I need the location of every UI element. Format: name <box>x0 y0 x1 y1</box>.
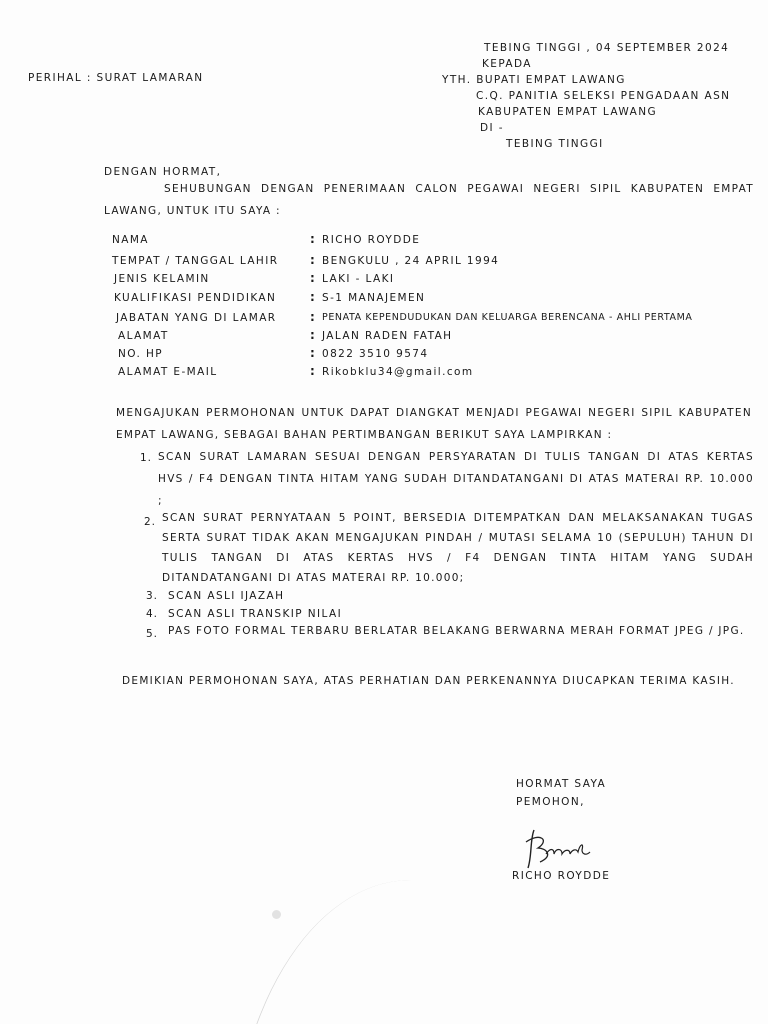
attachment-item: SCAN SURAT PERNYATAAN 5 POINT, BERSEDIA DITEMPATKAN DAN MELAKSANAKAN TUGAS SERTA SURAT TIDAK AKAN MENGAJUKAN PINDAH / MUTASI SELAMA 10 (SEPULUH) TAHUN DI TULIS TANGAN DI ATAS KERTAS HVS / F4 DENGAN TINTA HITAM YANG SUDAH DITANDATANGANI DI ATAS MATERAI RP. 10.000; <box>162 512 754 584</box>
letter-page: TEBING TINGGI , 04 SEPTEMBER 2024 KEPADA PERIHAL : SURAT LAMARAN YTH. BUPATI EMPAT LAWANG C.Q. PANITIA SELEKSI PENGADAAN ASN KABUPATEN EMPAT LAWANG DI - TEBING TINGGI DENGAN HORMAT, SEHUBUNGAN DENGAN PENERIMAAN CALON PEGAWAI NEGERI SIPIL KABUPATEN EMPAT LAWANG, UNTUK ITU SAYA : NAMA : RICHO ROYDDE TEMPAT / TANGGAL LAHIR : BENGKULU , 24 APRIL 1994 JENIS KELAMIN : LAKI - LAKI KUALIFIKASI PENDIDIKAN : S-1 MANAJEMEN JABATAN YANG DI LAMAR : PENATA KEPENDUDUKAN DAN KELUARGA BERENCANA - AHLI PERTAMA ALAMAT : JALAN RADEN FATAH NO. HP : 0822 3510 9574 ALAMAT E-MAIL : Rikobklu34@gmail.com MENGAJUKAN PERMOHONAN UNTUK DAPAT DIANGKAT MENJADI PEGAWAI NEGERI SIPIL KABUPATEN EMPAT LAWANG, SEBAGAI BAHAN PERTIMBANGAN BERIKUT SAYA LAMPIRKAN : 1. SCAN SURAT LAMARAN SESUAI DENGAN PERSYARATAN DI TULIS TANGAN DI ATAS KERTAS HVS / F4 DENGAN TINTA HITAM YANG SUDAH DITANDATANGANI DI ATAS MATERAI RP. 10.000 ; 2. SCAN SURAT PERNYATAAN 5 POINT, BERSEDIA DITEMPATKAN DAN MELAKSANAKAN TUGAS SERTA SURAT TIDAK AKAN MENGAJUKAN PINDAH / MUTASI SELAMA 10 (SEPULUH) TAHUN DI TULIS TANGAN DI ATAS KERTAS HVS / F4 DENGAN TINTA HITAM YANG SUDAH DITANDATANGANI DI ATAS MATERAI RP. 10.000; 3. SCAN ASLI IJAZAH 4. SCAN ASLI TRANSKIP NILAI 5. PAS FOTO FORMAL TERBARU BERLATAR BELAKANG BERWARNA MERAH FORMAT JPEG / JPG. DEMIKIAN PERMOHONAN SAYA, ATAS PERHATIAN DAN PERKENANNYA DIUCAPKAN TERIMA KASIH. HORMAT SAYA PEMOHON, RICHO ROYDDE <box>0 0 768 1024</box>
identity-value: RICHO ROYDDE <box>322 234 421 246</box>
identity-value: LAKI - LAKI <box>322 273 395 285</box>
list-number: 2. <box>144 516 157 528</box>
intro-paragraph: SEHUBUNGAN DENGAN PENERIMAAN CALON PEGAWAI NEGERI SIPIL KABUPATEN EMPAT LAWANG, UNTUK ITU SAYA : <box>104 183 754 217</box>
greeting: DENGAN HORMAT, <box>104 166 222 178</box>
closing-paragraph: DEMIKIAN PERMOHONAN SAYA, ATAS PERHATIAN DAN PERKENANNYA DIUCAPKAN TERIMA KASIH. <box>122 675 735 687</box>
identity-value: BENGKULU , 24 APRIL 1994 <box>322 255 500 267</box>
signer-name: RICHO ROYDDE <box>512 870 611 882</box>
recipient-line: TEBING TINGGI <box>506 138 604 150</box>
identity-label: JABATAN YANG DI LAMAR <box>116 312 277 324</box>
identity-label: KUALIFIKASI PENDIDIKAN <box>114 292 277 304</box>
identity-label: NO. HP <box>118 348 163 360</box>
perihal-line: PERIHAL : SURAT LAMARAN <box>28 72 204 84</box>
identity-value: 0822 3510 9574 <box>322 348 429 360</box>
attachment-item: PAS FOTO FORMAL TERBARU BERLATAR BELAKANG BERWARNA MERAH FORMAT JPEG / JPG. <box>168 625 745 637</box>
attachment-item: SCAN ASLI TRANSKIP NILAI <box>168 608 343 620</box>
list-number: 4. <box>146 608 159 620</box>
identity-label: JENIS KELAMIN <box>114 273 210 285</box>
identity-label: NAMA <box>112 234 149 246</box>
paper-smudge <box>272 910 281 919</box>
recipient-line: YTH. BUPATI EMPAT LAWANG <box>442 74 626 86</box>
attachment-item: SCAN ASLI IJAZAH <box>168 590 285 602</box>
list-number: 5. <box>146 628 159 640</box>
signoff-pemohon: PEMOHON, <box>516 796 585 808</box>
place-date: TEBING TINGGI , 04 SEPTEMBER 2024 <box>484 42 730 54</box>
list-number: 3. <box>146 590 159 602</box>
paper-fold-line <box>230 880 411 1024</box>
signoff-hormat: HORMAT SAYA <box>516 778 607 790</box>
kepada-label: KEPADA <box>482 58 532 70</box>
identity-value: JALAN RADEN FATAH <box>322 330 453 342</box>
attachment-item: SCAN SURAT LAMARAN SESUAI DENGAN PERSYARATAN DI TULIS TANGAN DI ATAS KERTAS HVS / F4 DENGAN TINTA HITAM YANG SUDAH DITANDATANGANI DI ATAS MATERAI RP. 10.000 ; <box>158 451 754 507</box>
identity-label: ALAMAT E-MAIL <box>118 366 218 378</box>
signature-icon <box>520 826 600 872</box>
identity-value: PENATA KEPENDUDUKAN DAN KELUARGA BERENCANA - AHLI PERTAMA <box>322 312 693 323</box>
request-paragraph: MENGAJUKAN PERMOHONAN UNTUK DAPAT DIANGKAT MENJADI PEGAWAI NEGERI SIPIL KABUPATEN EMPAT LAWANG, SEBAGAI BAHAN PERTIMBANGAN BERIKUT SAYA LAMPIRKAN : <box>116 407 752 441</box>
identity-value: S-1 MANAJEMEN <box>322 292 426 304</box>
identity-value: Rikobklu34@gmail.com <box>322 366 474 378</box>
identity-label: ALAMAT <box>118 330 169 342</box>
identity-label: TEMPAT / TANGGAL LAHIR <box>112 255 279 267</box>
list-number: 1. <box>140 452 153 464</box>
recipient-line: KABUPATEN EMPAT LAWANG <box>478 106 657 118</box>
recipient-line: C.Q. PANITIA SELEKSI PENGADAAN ASN <box>476 90 731 102</box>
recipient-line: DI - <box>480 122 504 134</box>
